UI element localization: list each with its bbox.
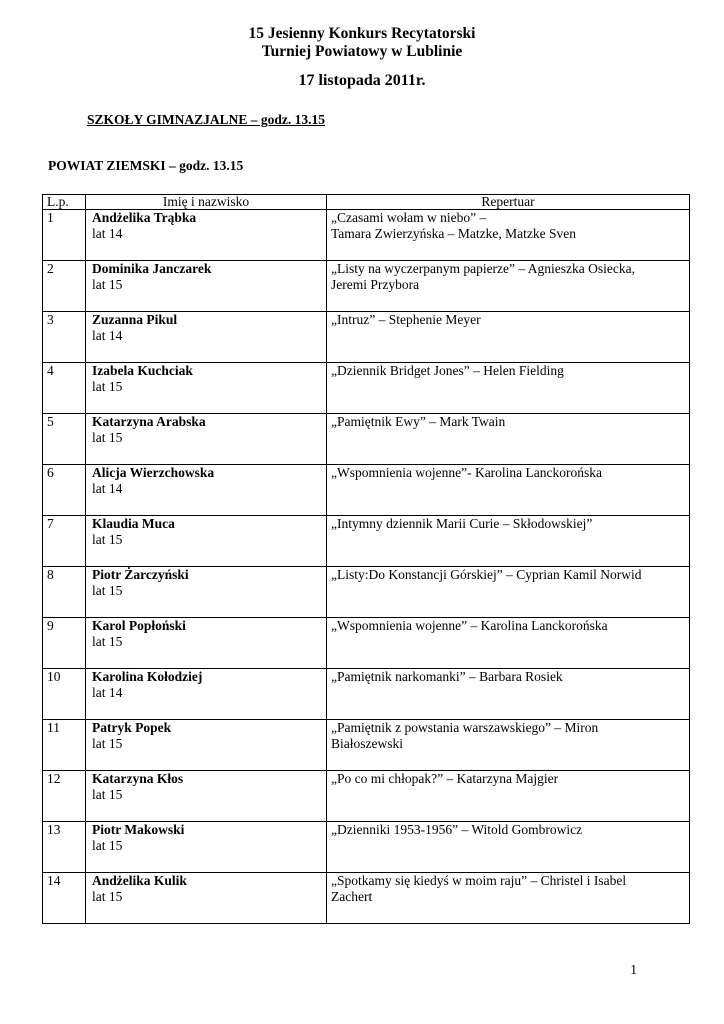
repertoire-line2: Tamara Zwierzyńska – Matzke, Matzke Sven bbox=[331, 226, 576, 241]
table-row bbox=[43, 771, 690, 822]
participant-age: lat 15 bbox=[92, 634, 123, 649]
repertoire-line1: „Po co mi chłopak?” – Katarzyna Majgier bbox=[331, 771, 559, 786]
row-number: 2 bbox=[43, 261, 86, 312]
participant-cell bbox=[86, 873, 327, 924]
repertoire-line1: „Spotkamy się kiedyś w moim raju” – Christel i Isabel bbox=[331, 873, 627, 888]
participant-name: Izabela Kuchciak bbox=[92, 363, 193, 378]
header-name: Imię i nazwisko bbox=[86, 195, 327, 210]
participant-age: lat 14 bbox=[92, 226, 123, 241]
row-number: 13 bbox=[43, 822, 86, 873]
participant-age: lat 14 bbox=[92, 481, 123, 496]
repertoire-cell bbox=[327, 567, 690, 618]
repertoire-cell bbox=[327, 363, 690, 414]
table-row bbox=[43, 312, 690, 363]
participant-name: Klaudia Muca bbox=[92, 516, 175, 531]
table-row bbox=[43, 210, 690, 261]
participant-cell bbox=[86, 210, 327, 261]
row-number: 9 bbox=[43, 618, 86, 669]
participant-age: lat 15 bbox=[92, 889, 123, 904]
participant-name: Karol Popłoński bbox=[92, 618, 186, 633]
table-row bbox=[43, 363, 690, 414]
participant-name: Piotr Makowski bbox=[92, 822, 185, 837]
table-row bbox=[43, 261, 690, 312]
row-number: 3 bbox=[43, 312, 86, 363]
participant-cell bbox=[86, 720, 327, 771]
participant-cell bbox=[86, 414, 327, 465]
repertoire-cell bbox=[327, 414, 690, 465]
participant-name: Dominika Janczarek bbox=[92, 261, 212, 276]
participant-cell bbox=[86, 771, 327, 822]
repertoire-cell bbox=[327, 873, 690, 924]
row-number: 10 bbox=[43, 669, 86, 720]
participant-cell bbox=[86, 516, 327, 567]
participant-name: Katarzyna Arabska bbox=[92, 414, 206, 429]
repertoire-line2: Zachert bbox=[331, 889, 373, 904]
participant-name: Andżelika Kulik bbox=[92, 873, 187, 888]
participant-age: lat 14 bbox=[92, 328, 123, 343]
district-heading: POWIAT ZIEMSKI – godz. 13.15 bbox=[48, 158, 244, 173]
repertoire-cell bbox=[327, 465, 690, 516]
repertoire-line1: „Czasami wołam w niebo” – bbox=[331, 210, 487, 225]
table-row bbox=[43, 720, 690, 771]
table-row bbox=[43, 516, 690, 567]
table-row bbox=[43, 873, 690, 924]
participant-cell bbox=[86, 618, 327, 669]
participant-age: lat 15 bbox=[92, 787, 123, 802]
row-number: 1 bbox=[43, 210, 86, 261]
table-row bbox=[43, 822, 690, 873]
participant-name: Patryk Popek bbox=[92, 720, 172, 735]
repertoire-cell bbox=[327, 312, 690, 363]
participant-name: Zuzanna Pikul bbox=[92, 312, 178, 327]
header-lp: L.p. bbox=[43, 195, 86, 210]
page-number: 1 bbox=[630, 962, 637, 977]
table-row bbox=[43, 567, 690, 618]
participant-cell bbox=[86, 669, 327, 720]
repertoire-line1: „Dziennik Bridget Jones” – Helen Fielding bbox=[331, 363, 564, 378]
repertoire-cell bbox=[327, 618, 690, 669]
participant-name: Katarzyna Kłos bbox=[92, 771, 184, 786]
repertoire-line2: Białoszewski bbox=[331, 736, 403, 751]
row-number: 11 bbox=[43, 720, 86, 771]
repertoire-cell bbox=[327, 516, 690, 567]
table-row bbox=[43, 669, 690, 720]
repertoire-line1: „Wspomnienia wojenne” – Karolina Lanckorońska bbox=[331, 618, 608, 633]
repertoire-cell bbox=[327, 822, 690, 873]
repertoire-cell bbox=[327, 669, 690, 720]
repertoire-line1: „Intruz” – Stephenie Meyer bbox=[331, 312, 481, 327]
participant-age: lat 15 bbox=[92, 838, 123, 853]
document-date: 17 listopada 2011r. bbox=[298, 72, 426, 89]
participant-name: Andżelika Trąbka bbox=[92, 210, 197, 225]
participant-age: lat 15 bbox=[92, 736, 123, 751]
participant-age: lat 14 bbox=[92, 685, 123, 700]
repertoire-line1: „Pamiętnik narkomanki” – Barbara Rosiek bbox=[331, 669, 563, 684]
row-number: 6 bbox=[43, 465, 86, 516]
repertoire-cell bbox=[327, 771, 690, 822]
header-repertoire: Repertuar bbox=[327, 195, 690, 210]
participant-age: lat 15 bbox=[92, 379, 123, 394]
repertoire-cell bbox=[327, 720, 690, 771]
row-number: 4 bbox=[43, 363, 86, 414]
participants-table bbox=[42, 194, 690, 924]
participant-age: lat 15 bbox=[92, 430, 123, 445]
repertoire-line1: „Intymny dziennik Marii Curie – Skłodowskiej” bbox=[331, 516, 593, 531]
repertoire-line1: „Listy na wyczerpanym papierze” – Agnieszka Osiecka, bbox=[331, 261, 635, 276]
participant-cell bbox=[86, 465, 327, 516]
table-row bbox=[43, 618, 690, 669]
repertoire-cell bbox=[327, 261, 690, 312]
document-title-line1: 15 Jesienny Konkurs Recytatorski bbox=[248, 25, 476, 42]
participant-age: lat 15 bbox=[92, 277, 123, 292]
table-header-row bbox=[43, 195, 690, 210]
participant-cell bbox=[86, 822, 327, 873]
participant-cell bbox=[86, 567, 327, 618]
participant-age: lat 15 bbox=[92, 532, 123, 547]
participant-name: Piotr Żarczyński bbox=[92, 567, 189, 582]
participant-cell bbox=[86, 363, 327, 414]
row-number: 5 bbox=[43, 414, 86, 465]
repertoire-line1: „Wspomnienia wojenne”- Karolina Lanckorońska bbox=[331, 465, 603, 480]
repertoire-line1: „Dzienniki 1953-1956” – Witold Gombrowicz bbox=[331, 822, 583, 837]
row-number: 7 bbox=[43, 516, 86, 567]
participant-name: Karolina Kołodziej bbox=[92, 669, 203, 684]
row-number: 14 bbox=[43, 873, 86, 924]
repertoire-line1: „Pamiętnik Ewy” – Mark Twain bbox=[331, 414, 506, 429]
repertoire-cell bbox=[327, 210, 690, 261]
repertoire-line2: Jeremi Przybora bbox=[331, 277, 420, 292]
schools-heading: SZKOŁY GIMNAZJALNE – godz. 13.15 bbox=[87, 112, 326, 127]
participant-cell bbox=[86, 261, 327, 312]
document-title-line2: Turniej Powiatowy w Lublinie bbox=[261, 43, 463, 60]
table-row bbox=[43, 465, 690, 516]
row-number: 8 bbox=[43, 567, 86, 618]
repertoire-line1: „Pamiętnik z powstania warszawskiego” – Miron bbox=[331, 720, 599, 735]
row-number: 12 bbox=[43, 771, 86, 822]
participant-cell bbox=[86, 312, 327, 363]
participant-age: lat 15 bbox=[92, 583, 123, 598]
table-row bbox=[43, 414, 690, 465]
repertoire-line1: „Listy:Do Konstancji Górskiej” – Cyprian Kamil Norwid bbox=[331, 567, 642, 582]
participant-name: Alicja Wierzchowska bbox=[92, 465, 215, 480]
